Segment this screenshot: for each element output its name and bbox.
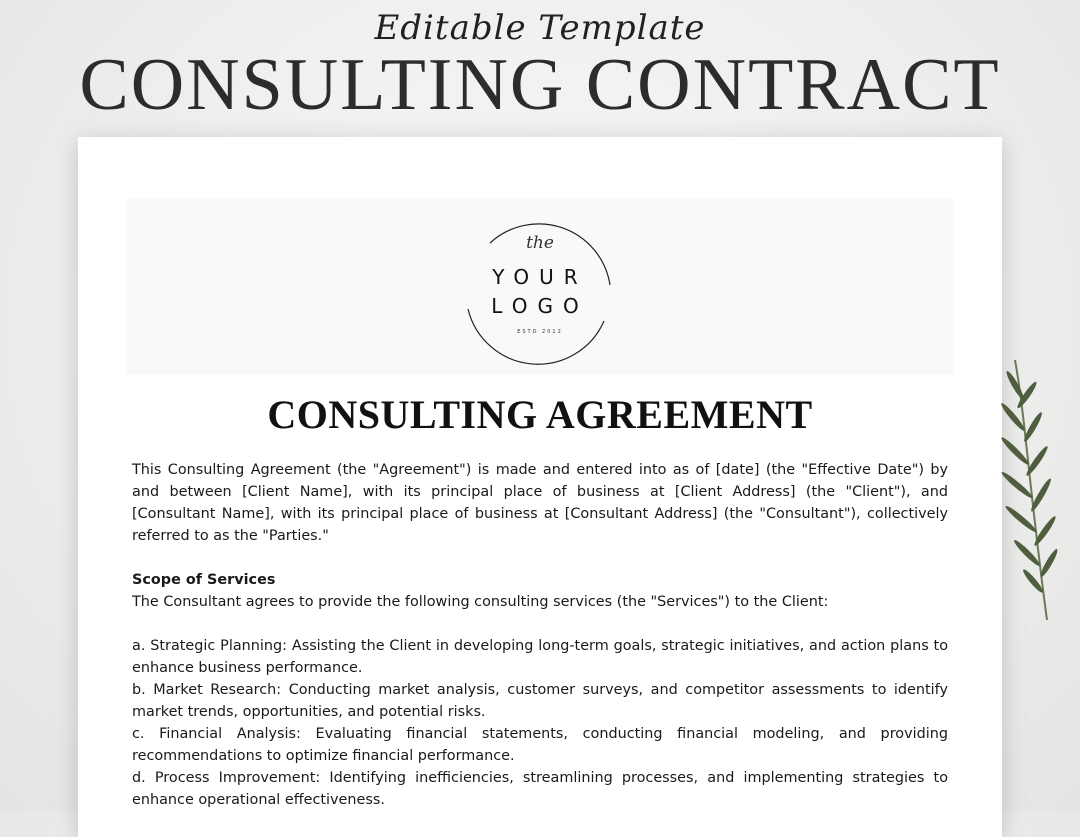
list-item: c. Financial Analysis: Evaluating financial statements, conducting financial modeling, and providing recommendations to optimize financial performance. [132, 726, 948, 764]
script-title: Editable Template [374, 8, 706, 48]
document-title: CONSULTING AGREEMENT [267, 392, 813, 437]
logo-line-2: LOGO [491, 294, 589, 318]
scope-intro: The Consultant agrees to provide the following consulting services (the "Services") to the Client: [132, 594, 829, 610]
logo-the-text: the [526, 233, 554, 253]
rosemary-sprig-icon [985, 355, 1075, 635]
list-item: a. Strategic Planning: Assisting the Client in developing long-term goals, strategic initiatives, and action plans to enhance business performance. [132, 638, 948, 676]
list-item: d. Process Improvement: Identifying inefficiencies, streamlining processes, and implementing strategies to enhance operational effectiveness. [132, 770, 948, 808]
logo-line-1: YOUR [492, 265, 588, 289]
main-title: CONSULTING CONTRACT [79, 44, 1001, 126]
list-item: b. Market Research: Conducting market analysis, customer surveys, and competitor assessments to identify market trends, opportunities, and potential risks. [132, 682, 948, 720]
intro-paragraph: This Consulting Agreement (the "Agreement") is made and entered into as of [date] (the "Effective Date") by and between [Client Name], with its principal place of business at [Client Address] (the "Client"), and [Consultant Name], with its principal place of business at [Consultant Address] (the "Consultant"), collectively referred to as the "Parties." [132, 462, 948, 544]
document-body [132, 459, 948, 811]
document-page [78, 137, 1002, 837]
logo-estd: ESTD 2012 [517, 329, 563, 335]
section-heading: Scope of Services [132, 572, 276, 588]
logo-placeholder [126, 199, 954, 375]
